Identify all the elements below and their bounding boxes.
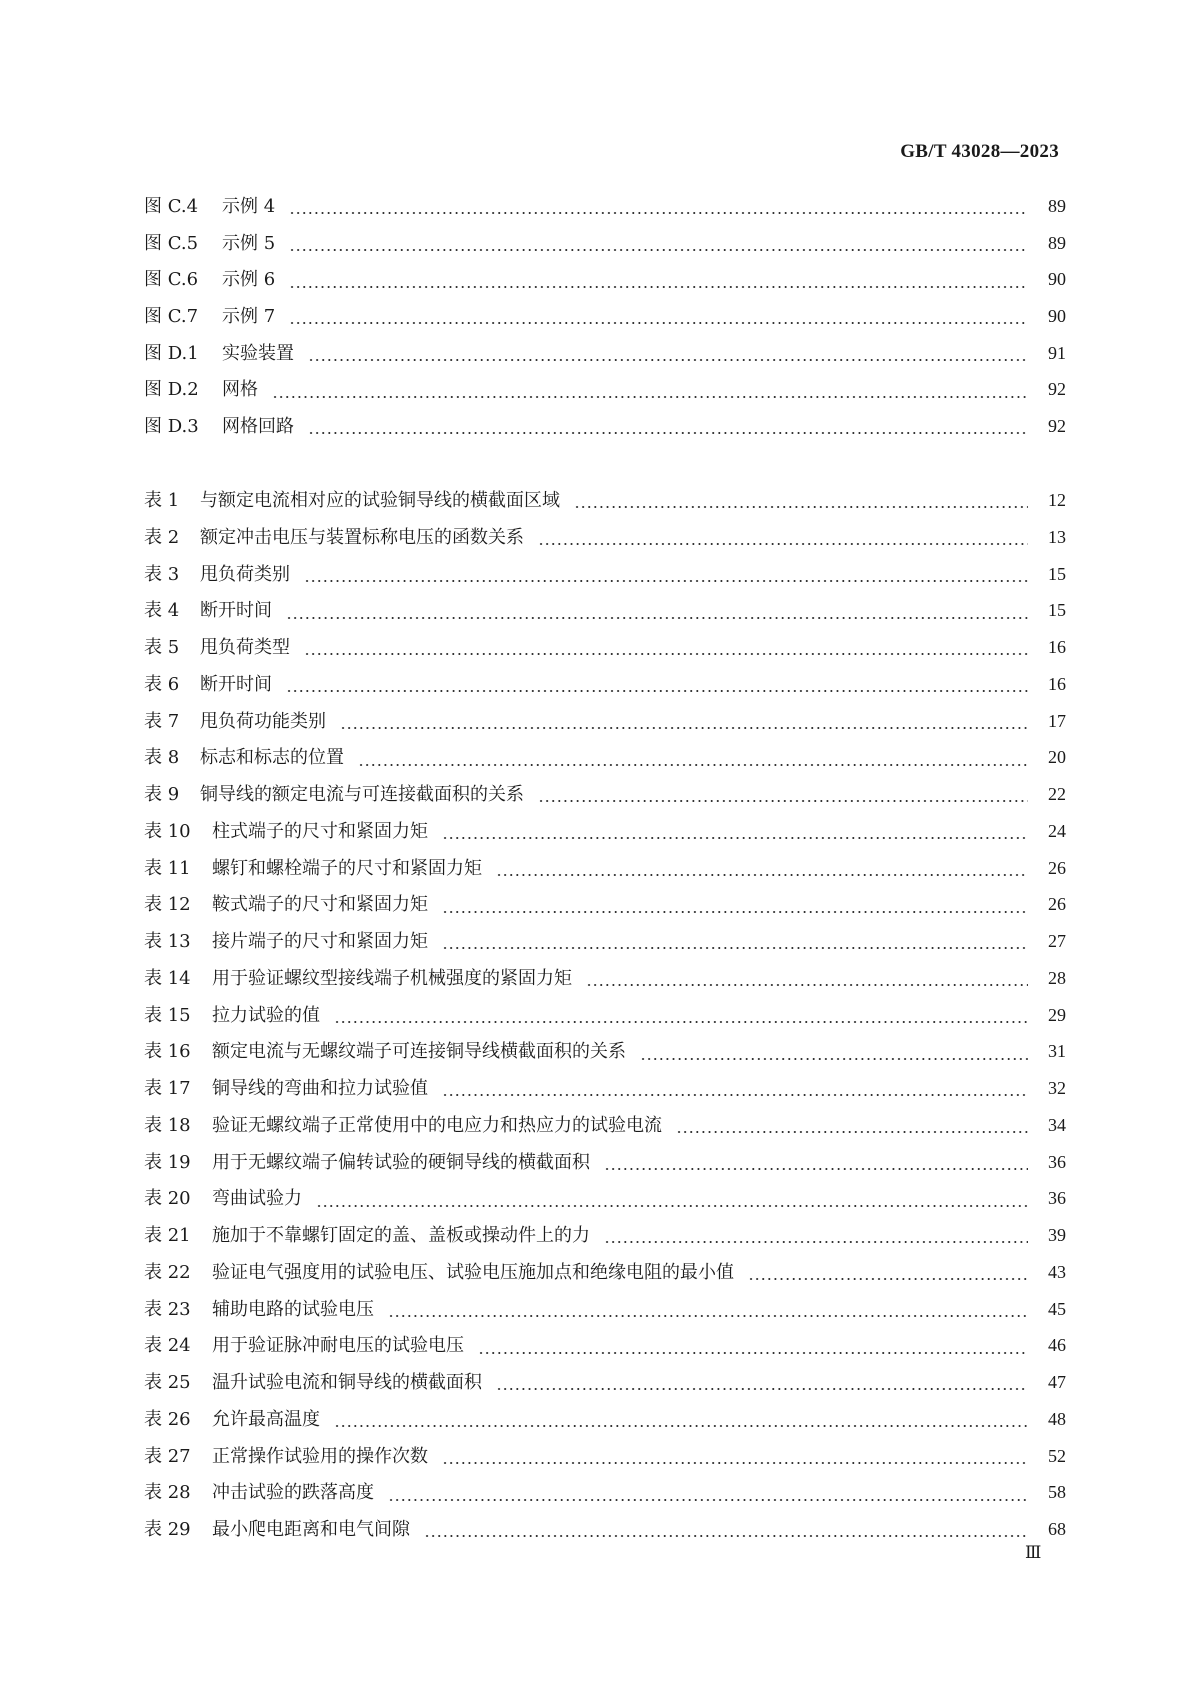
table-entry-title: 冲击试验的跌落高度 — [212, 1482, 374, 1504]
figure-entry[interactable] — [144, 302, 1066, 339]
dot-leader — [304, 649, 1028, 659]
figure-entry[interactable] — [144, 412, 1066, 449]
dot-leader — [334, 1421, 1028, 1431]
table-entry-title: 鞍式端子的尺寸和紧固力矩 — [212, 894, 428, 916]
table-entry-title: 额定电流与无螺纹端子可连接铜导线横截面积的关系 — [212, 1041, 626, 1063]
table-entry-label: 表 23 — [144, 1298, 191, 1320]
table-entry-title: 额定冲击电压与装置标称电压的函数关系 — [200, 526, 524, 548]
figure-entry-title: 示例 6 — [222, 269, 276, 291]
table-entry-page: 15 — [1048, 563, 1066, 584]
table-entry-title: 螺钉和螺栓端子的尺寸和紧固力矩 — [212, 857, 482, 879]
dot-leader — [272, 392, 1028, 402]
table-entry-label: 表 14 — [144, 967, 191, 989]
figure-entry-title: 示例 4 — [222, 196, 276, 217]
dot-leader — [574, 502, 1028, 512]
table-entry[interactable] — [144, 1405, 1066, 1442]
table-entry[interactable] — [144, 890, 1066, 927]
table-entry[interactable] — [144, 486, 1066, 523]
table-entry[interactable] — [144, 780, 1066, 817]
figure-entry[interactable] — [144, 375, 1066, 412]
table-entry-title: 验证电气强度用的试验电压、试验电压施加点和绝缘电阻的最小值 — [212, 1261, 734, 1283]
dot-leader — [340, 723, 1028, 733]
table-entry-page: 26 — [1048, 857, 1066, 878]
table-entry-page: 16 — [1048, 673, 1066, 694]
table-entry-page: 39 — [1048, 1225, 1066, 1245]
standard-number: GB/T 43028—2023 — [900, 141, 1059, 162]
figure-entry-label: 图 C.5 — [144, 232, 199, 254]
dot-leader — [304, 576, 1028, 586]
table-entry-label: 表 13 — [144, 931, 191, 952]
table-entry[interactable] — [144, 633, 1066, 670]
table-entry-title: 辅助电路的试验电压 — [212, 1298, 374, 1320]
table-entry-page: 24 — [1048, 820, 1066, 841]
table-entry-page: 13 — [1048, 526, 1066, 547]
figure-entry-page: 90 — [1048, 269, 1066, 290]
table-entry[interactable] — [144, 1074, 1066, 1111]
table-entry-page: 17 — [1048, 710, 1066, 731]
figure-entry-label: 图 D.1 — [144, 342, 199, 364]
figure-entry[interactable] — [144, 339, 1066, 376]
table-entry-label: 表 29 — [144, 1519, 191, 1540]
figure-entry-page: 89 — [1048, 232, 1066, 253]
table-entry-page: 36 — [1048, 1188, 1066, 1209]
table-entry-title: 与额定电流相对应的试验铜导线的横截面区域 — [200, 490, 560, 511]
table-entry-page: 27 — [1048, 931, 1066, 951]
table-entry[interactable] — [144, 1148, 1066, 1185]
dot-leader — [334, 1017, 1028, 1027]
table-entry-label: 表 3 — [144, 563, 180, 585]
table-entry-page: 43 — [1048, 1261, 1066, 1282]
dot-leader — [496, 1384, 1028, 1394]
table-entry-title: 接片端子的尺寸和紧固力矩 — [212, 931, 428, 952]
table-entry[interactable] — [144, 1478, 1066, 1515]
table-entry-page: 20 — [1048, 747, 1066, 768]
dot-leader — [358, 760, 1028, 770]
table-entry[interactable] — [144, 964, 1066, 1001]
table-entry-page: 32 — [1048, 1078, 1066, 1098]
figure-entry-title: 网格回路 — [222, 416, 294, 438]
dot-leader — [289, 245, 1028, 255]
table-entry-title: 温升试验电流和铜导线的横截面积 — [212, 1372, 482, 1393]
table-entry-title: 正常操作试验用的操作次数 — [212, 1445, 428, 1467]
table-entry-page: 47 — [1048, 1372, 1066, 1392]
table-entry[interactable] — [144, 743, 1066, 780]
table-entry-page: 52 — [1048, 1445, 1066, 1466]
figure-entry-page: 89 — [1048, 196, 1066, 216]
figure-entry[interactable] — [144, 192, 1066, 229]
dot-leader — [286, 686, 1028, 696]
table-entry-title: 弯曲试验力 — [212, 1188, 302, 1210]
table-entry[interactable] — [144, 817, 1066, 854]
table-entry-label: 表 28 — [144, 1482, 191, 1504]
figure-entry-title: 网格 — [222, 379, 258, 401]
table-entry-label: 表 2 — [144, 526, 180, 548]
table-entry[interactable] — [144, 1515, 1066, 1552]
table-entry-label: 表 1 — [144, 490, 180, 511]
table-entry-page: 26 — [1048, 894, 1066, 915]
figure-entry-label: 图 D.3 — [144, 416, 199, 438]
figure-entry-title: 实验装置 — [222, 342, 294, 364]
table-entry[interactable] — [144, 1001, 1066, 1038]
table-entry-page: 68 — [1048, 1519, 1066, 1539]
dot-leader — [442, 1090, 1028, 1100]
table-entry[interactable] — [144, 1221, 1066, 1258]
table-entry[interactable] — [144, 1184, 1066, 1221]
table-entry-title: 甩负荷类型 — [200, 637, 290, 658]
figure-entry-title: 示例 7 — [222, 306, 276, 328]
table-entry-label: 表 19 — [144, 1151, 191, 1173]
table-entry-page: 48 — [1048, 1408, 1066, 1429]
table-entry-label: 表 22 — [144, 1261, 191, 1283]
table-entry-label: 表 24 — [144, 1335, 191, 1357]
table-entry[interactable] — [144, 560, 1066, 597]
table-entry[interactable] — [144, 1037, 1066, 1074]
figure-entry-page: 90 — [1048, 306, 1066, 327]
table-entry[interactable] — [144, 1258, 1066, 1295]
table-entry[interactable] — [144, 1368, 1066, 1405]
table-entry[interactable] — [144, 670, 1066, 707]
dot-leader — [388, 1495, 1028, 1505]
table-entry-page: 12 — [1048, 490, 1066, 510]
dot-leader — [289, 318, 1028, 328]
table-entry-page: 22 — [1048, 784, 1066, 804]
table-entry[interactable] — [144, 1442, 1066, 1479]
table-entry-title: 甩负荷类别 — [200, 563, 290, 585]
dot-leader — [442, 907, 1028, 917]
figure-entry-page: 92 — [1048, 379, 1066, 400]
page-number: Ⅲ — [1025, 1543, 1042, 1562]
table-entry-label: 表 17 — [144, 1078, 191, 1099]
table-entry-page: 36 — [1048, 1151, 1066, 1172]
table-entry-title: 断开时间 — [200, 600, 272, 622]
figures-list — [144, 192, 1066, 449]
dot-leader — [496, 870, 1028, 880]
table-entry-label: 表 15 — [144, 1004, 191, 1026]
figure-entry-page: 92 — [1048, 416, 1066, 437]
tables-list — [144, 486, 1066, 1552]
table-entry-label: 表 6 — [144, 673, 180, 695]
table-entry-label: 表 26 — [144, 1408, 191, 1430]
table-entry-title: 允许最高温度 — [212, 1408, 320, 1430]
table-entry-page: 58 — [1048, 1482, 1066, 1503]
table-entry-label: 表 25 — [144, 1372, 191, 1393]
table-entry[interactable] — [144, 707, 1066, 744]
table-entry-label: 表 16 — [144, 1041, 191, 1063]
table-entry[interactable] — [144, 523, 1066, 560]
dot-leader — [640, 1054, 1028, 1064]
table-entry-label: 表 9 — [144, 784, 180, 805]
table-entry[interactable] — [144, 596, 1066, 633]
table-entry-page: 15 — [1048, 600, 1066, 621]
table-entry-label: 表 8 — [144, 747, 180, 769]
dot-leader — [586, 980, 1028, 990]
figure-entry[interactable] — [144, 229, 1066, 266]
dot-leader — [316, 1201, 1028, 1211]
table-entry-page: 16 — [1048, 637, 1066, 657]
table-entry-label: 表 7 — [144, 710, 180, 732]
figure-entry-label: 图 C.7 — [144, 306, 199, 328]
dot-leader — [388, 1311, 1028, 1321]
table-entry[interactable] — [144, 1295, 1066, 1332]
dot-leader — [538, 796, 1028, 806]
dot-leader — [676, 1127, 1028, 1137]
dot-leader — [604, 1164, 1028, 1174]
table-entry-label: 表 18 — [144, 1114, 191, 1136]
table-entry[interactable] — [144, 927, 1066, 964]
figure-entry-label: 图 D.2 — [144, 379, 199, 401]
dot-leader — [748, 1274, 1028, 1284]
table-entry-title: 甩负荷功能类别 — [200, 710, 326, 732]
table-entry-title: 铜导线的弯曲和拉力试验值 — [212, 1078, 428, 1099]
table-entry-title: 用于验证脉冲耐电压的试验电压 — [212, 1335, 464, 1357]
table-entry-page: 31 — [1048, 1041, 1066, 1062]
table-entry-label: 表 20 — [144, 1188, 191, 1210]
table-entry-label: 表 11 — [144, 857, 191, 879]
table-entry[interactable] — [144, 854, 1066, 891]
table-entry-label: 表 27 — [144, 1445, 191, 1467]
table-entry-label: 表 12 — [144, 894, 191, 916]
table-entry-title: 用于无螺纹端子偏转试验的硬铜导线的横截面积 — [212, 1151, 590, 1173]
table-entry[interactable] — [144, 1331, 1066, 1368]
dot-leader — [289, 282, 1028, 292]
table-entry-title: 铜导线的额定电流与可连接截面积的关系 — [200, 784, 524, 805]
table-entry-label: 表 5 — [144, 637, 180, 658]
table-entry-title: 最小爬电距离和电气间隙 — [212, 1519, 410, 1540]
figure-entry-label: 图 C.4 — [144, 196, 199, 217]
table-entry-title: 断开时间 — [200, 673, 272, 695]
dot-leader — [442, 833, 1028, 843]
dot-leader — [286, 613, 1028, 623]
table-entry-page: 46 — [1048, 1335, 1066, 1356]
dot-leader — [308, 355, 1028, 365]
dot-leader — [478, 1348, 1028, 1358]
figure-entry-label: 图 C.6 — [144, 269, 199, 291]
figure-entry[interactable] — [144, 265, 1066, 302]
dot-leader — [289, 208, 1028, 218]
table-entry-title: 验证无螺纹端子正常使用中的电应力和热应力的试验电流 — [212, 1114, 662, 1136]
figure-entry-page: 91 — [1048, 342, 1066, 363]
table-entry-title: 柱式端子的尺寸和紧固力矩 — [212, 820, 428, 842]
table-entry-title: 施加于不靠螺钉固定的盖、盖板或操动件上的力 — [212, 1225, 590, 1246]
table-entry-title: 用于验证螺纹型接线端子机械强度的紧固力矩 — [212, 967, 572, 989]
dot-leader — [442, 943, 1028, 953]
table-entry[interactable] — [144, 1111, 1066, 1148]
table-entry-title: 标志和标志的位置 — [200, 747, 344, 769]
table-entry-page: 34 — [1048, 1114, 1066, 1135]
dot-leader — [604, 1237, 1028, 1247]
table-entry-title: 拉力试验的值 — [212, 1004, 320, 1026]
table-entry-label: 表 21 — [144, 1225, 191, 1246]
dot-leader — [442, 1458, 1028, 1468]
table-entry-page: 45 — [1048, 1298, 1066, 1319]
dot-leader — [308, 428, 1028, 438]
table-entry-label: 表 10 — [144, 820, 191, 842]
table-entry-label: 表 4 — [144, 600, 180, 622]
table-entry-page: 29 — [1048, 1004, 1066, 1025]
table-entry-page: 28 — [1048, 967, 1066, 988]
dot-leader — [538, 539, 1028, 549]
dot-leader — [424, 1531, 1028, 1541]
figure-entry-title: 示例 5 — [222, 232, 276, 254]
